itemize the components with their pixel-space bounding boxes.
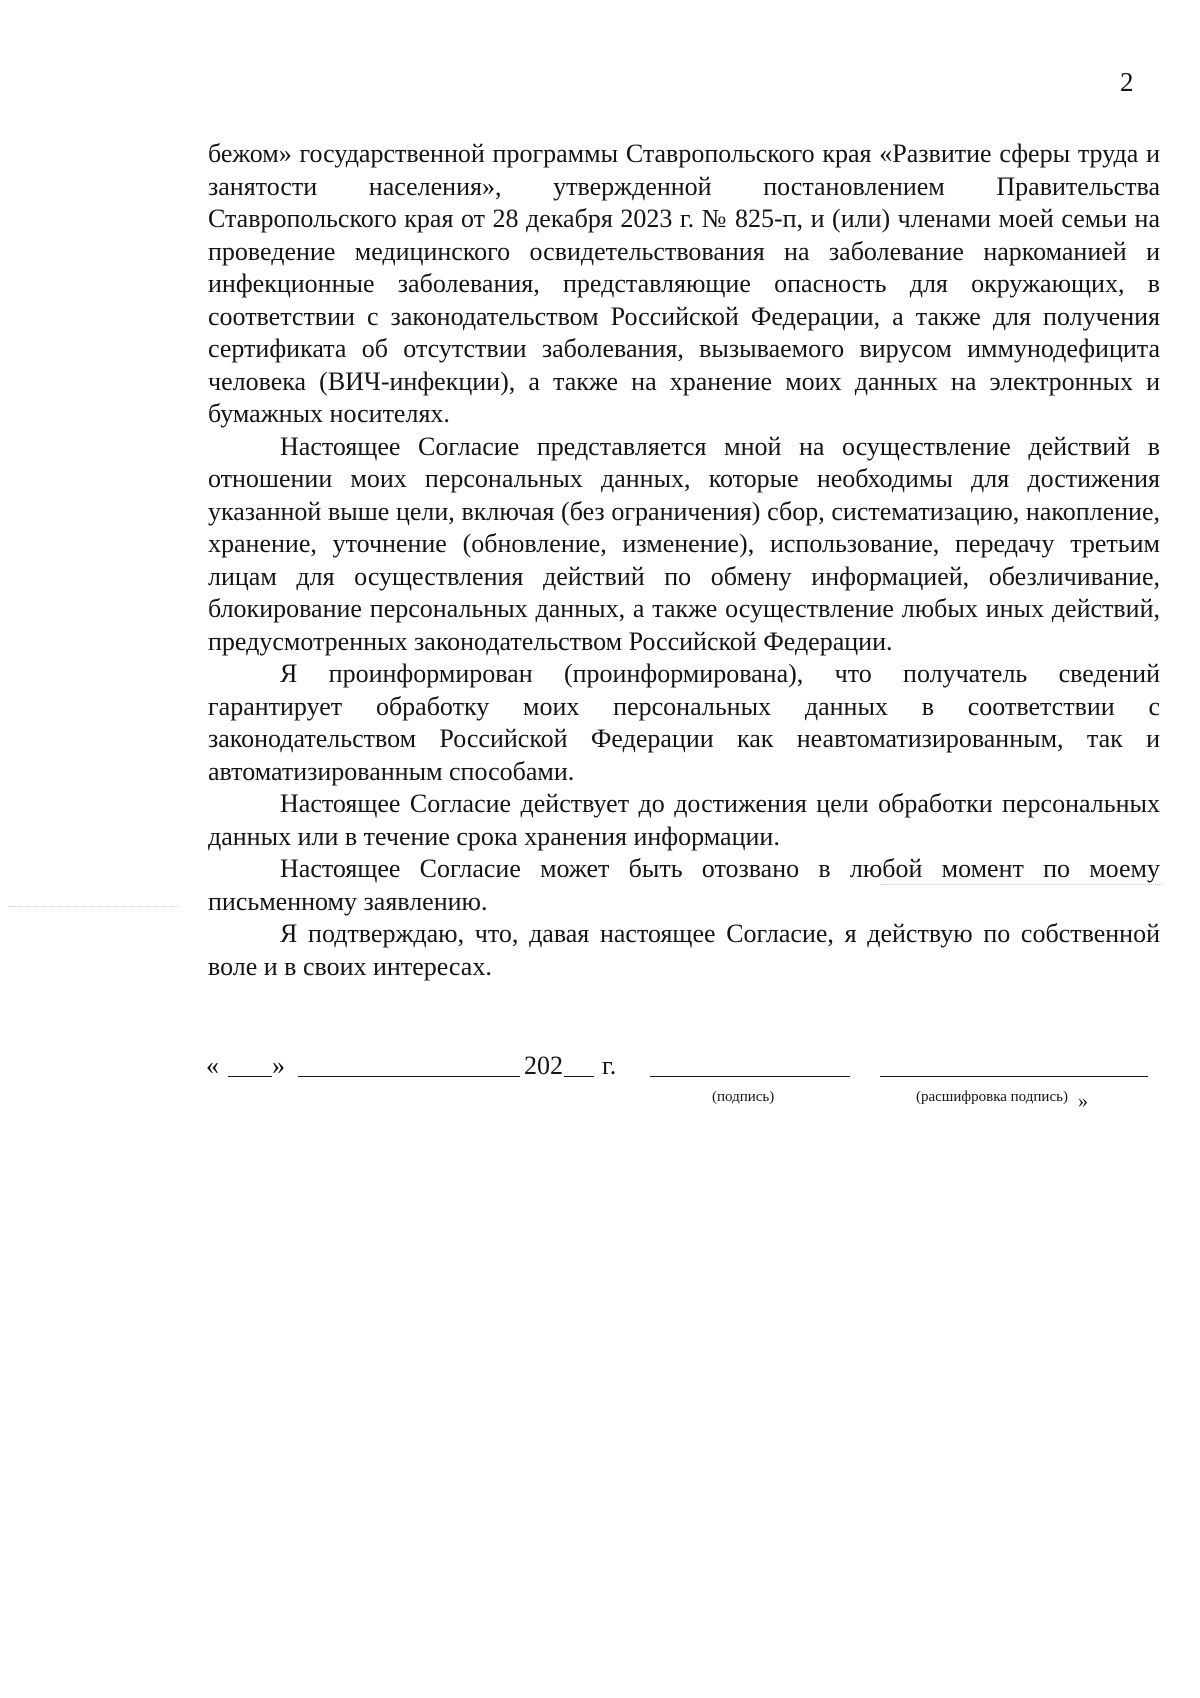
date-quote-close: » <box>272 1051 285 1080</box>
date-quote-open: « <box>206 1051 219 1080</box>
paragraph-actions: Настоящее Согласие представляется мной на осуществление действий в отношении моих персональных данных, которые необходимы для достижения указанной выше цели, включая (без ограничения) сбор, систематизацию, накопление, хранение, уточнение (обновление, изменение), использование, передачу третьим лицам для осуществления действий по обмену информацией, обезличивание, блокирование персональных данных, а также осуществление любых иных действий, предусмотренных законодательством Российской Федерации. <box>208 431 1160 656</box>
paragraph-revocation: Настоящее Согласие может быть отозвано в любой момент по моему письменному заявлению. <box>208 854 1160 916</box>
year-prefix: 202 <box>524 1051 563 1080</box>
year-blank <box>564 1076 594 1077</box>
closing-quote: » <box>1078 1090 1088 1112</box>
paragraph-informed: Я проинформирован (проинформирована), что получатель сведений гарантирует обработку моих персональных данных в соответствии с законодательством Российской Федерации как неавтоматизированным, так и автоматизированным способами. <box>208 659 1160 786</box>
decoding-blank <box>880 1076 1148 1077</box>
signature-row <box>206 1050 1162 1120</box>
year-suffix: г. <box>602 1051 617 1080</box>
month-blank <box>298 1076 520 1077</box>
scan-artifact <box>8 906 178 907</box>
paragraph-purpose: бежом» государственной программы Ставропольского края «Развитие сферы труда и занятости населения», утвержденной постановлением Правительства Ставропольского края от 28 декабря 2023 г. № 825-п, и (или) членами моей семьи на проведение медицинского освидетельствования на заболевание наркоманией и инфекционные заболевания, представляющие опасность для окружающих, в соответствии с законодательством Российской Федерации, а также для получения сертификата об отсутствии заболевания, вызываемого вирусом иммунодефицита человека (ВИЧ-инфекции), а также на хранение моих данных на электронных и бумажных носителях. <box>208 139 1160 428</box>
signature-caption: (подпись) <box>712 1089 775 1105</box>
consent-body <box>208 138 1160 983</box>
paragraph-validity: Настоящее Согласие действует до достижения цели обработки персональных данных или в течение срока хранения информации. <box>208 789 1160 851</box>
page-number: 2 <box>1120 67 1134 97</box>
decoding-caption: (расшифровка подпись) <box>916 1089 1068 1105</box>
signature-blank <box>650 1076 850 1077</box>
day-blank <box>228 1076 272 1077</box>
paragraph-confirmation: Я подтверждаю, что, давая настоящее Согласие, я действую по собственной воле и в своих интересах. <box>208 919 1160 981</box>
